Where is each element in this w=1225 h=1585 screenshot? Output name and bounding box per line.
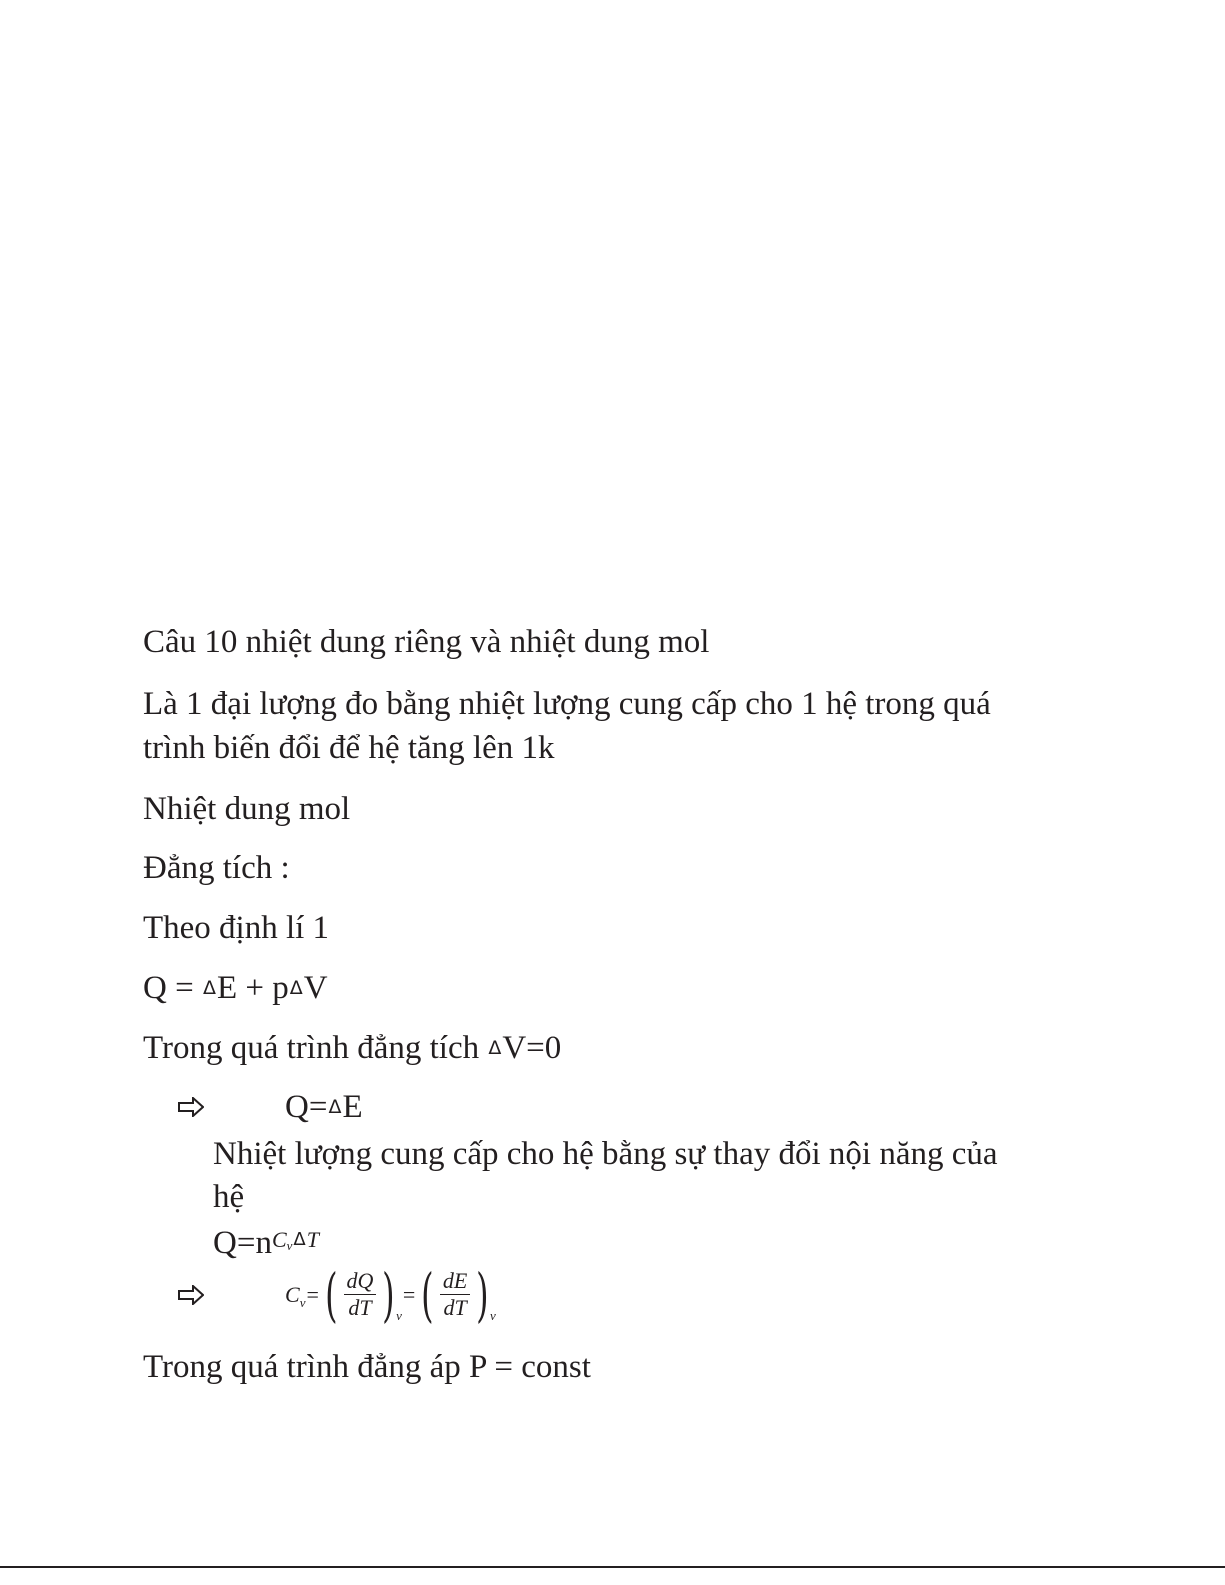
cv-letter: C [271,1227,287,1252]
result-equation [285,1087,363,1127]
equals-sign: = [306,1282,319,1307]
first-law-label: Theo định lí 1 [143,910,330,946]
right-paren: ) [382,1261,395,1329]
molar-heat-label: Nhiệt dung mol [143,791,351,827]
first-law-equation [143,968,328,1008]
definition-line-2: trình biến đổi để hệ tăng lên 1k [143,730,555,766]
isochoric-label: Đẳng tích : [143,850,290,886]
eq1-q: Q = [143,970,202,1006]
isochoric-process-v0: V=0 [502,1030,562,1066]
fraction-dq-dt [344,1269,377,1321]
isochoric-process-line [143,1028,561,1068]
fraction-denominator: dT [443,1295,467,1320]
q-n-cv-equation [213,1220,319,1266]
equals-sign: = [402,1282,416,1307]
isochoric-process-text: Trong quá trình đẳng tích [143,1030,488,1066]
explanation-line-1: Nhiệt lượng cung cấp cho hệ bằng sự thay đổi nội năng của [213,1136,998,1172]
implies-arrow-icon [178,1285,204,1305]
subscript-v: v [490,1308,496,1323]
fraction-de-dt [440,1269,470,1321]
left-paren: ( [324,1261,338,1329]
explanation-line-2: hệ [213,1179,245,1215]
delta-symbol: Δ [202,977,216,999]
eq1-e: E + p [216,970,289,1006]
cv-letter: C [285,1282,300,1307]
fraction-denominator: dT [348,1295,372,1320]
delta-symbol: Δ [328,1096,342,1118]
qn-prefix: Q=n [213,1225,272,1261]
t-symbol: T [306,1227,319,1252]
cv-subscript: v [299,1295,306,1310]
delta-symbol: Δ [488,1037,502,1059]
eq1-v: V [303,970,328,1006]
implies-arrow-icon [178,1097,204,1117]
heading: Câu 10 nhiệt dung riêng và nhiệt dung mol [143,624,710,660]
delta-symbol: Δ [289,977,303,999]
result-q: Q= [285,1089,328,1125]
subscript-v: v [396,1308,402,1323]
bottom-divider [0,1566,1225,1568]
left-paren: ( [421,1261,434,1329]
cv-derivative-formula [285,1261,496,1329]
right-paren: ) [476,1261,489,1329]
isobaric-process-line: Trong quá trình đẳng áp P = const [143,1349,591,1385]
delta-symbol: Δ [293,1229,306,1250]
definition-line-1: Là 1 đại lượng đo bằng nhiệt lượng cung cấp cho 1 hệ trong quá [143,686,991,722]
result-e: E [342,1089,363,1125]
fraction-numerator: dE [440,1269,470,1295]
cv-symbol [272,1227,292,1252]
fraction-numerator: dQ [344,1269,377,1295]
cv-subscript: v [286,1238,293,1253]
